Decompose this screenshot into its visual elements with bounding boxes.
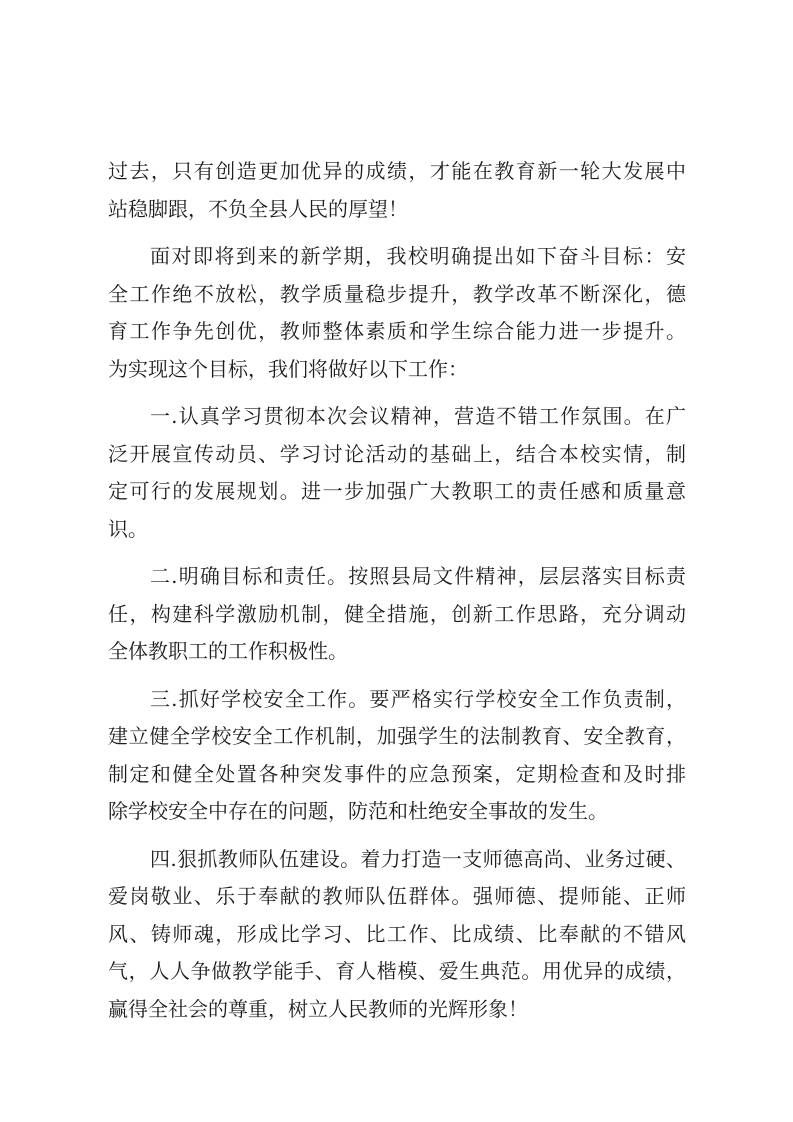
text-line: 赢得全社会的尊重，树立人民教师的光辉形象！ <box>108 996 528 1021</box>
text-line: 风、铸师魂，形成比学习、比工作、比成绩、比奉献的不错风 <box>108 921 686 946</box>
paragraph-goals <box>108 238 686 388</box>
text-line: 一.认真学习贯彻本次会议精神，营造不错工作氛围。在广 <box>150 404 686 428</box>
text-line: 制定和健全处置各种突发事件的应急预案，定期检查和及时排 <box>108 761 686 786</box>
text-line: 建立健全学校安全工作机制，加强学生的法制教育、安全教育， <box>108 724 686 748</box>
text-line: 定可行的发展规划。进一步加强广大教职工的责任感和质量意 <box>108 479 686 503</box>
text-line: 全工作绝不放松，教学质量稳步提升，教学改革不断深化，德 <box>108 281 686 306</box>
paragraph-item-2 <box>108 558 686 671</box>
text-line: 爱岗敬业、乐于奉献的教师队伍群体。强师德、提师能、正师 <box>108 884 686 908</box>
text-line: 泛开展宣传动员、学习讨论活动的基础上，结合本校实情，制 <box>108 441 686 466</box>
text-line: 育工作争先创优，教师整体素质和学生综合能力进一步提升。 <box>108 319 686 343</box>
text-line: 过去，只有创造更加优异的成绩，才能在教育新一轮大发展中 <box>108 159 686 183</box>
text-line: 四.狠抓教师队伍建设。着力打造一支师德高尚、业务过硬、 <box>150 846 686 871</box>
text-line: 站稳脚跟，不负全县人民的厚望！ <box>108 196 408 221</box>
text-line: 全体教职工的工作积极性。 <box>108 639 348 663</box>
text-line: 面对即将到来的新学期，我校明确提出如下奋斗目标：安 <box>150 244 686 268</box>
text-line: 识。 <box>108 516 148 541</box>
text-line: 为实现这个目标，我们将做好以下工作： <box>108 356 468 381</box>
paragraph-item-4 <box>108 841 686 1029</box>
text-line: 三.抓好学校安全工作。要严格实行学校安全工作负责制， <box>150 686 686 711</box>
text-line: 任，构建科学激励机制，健全措施，创新工作思路，充分调动 <box>108 601 686 626</box>
paragraph-item-3 <box>108 681 686 831</box>
paragraph-item-1 <box>108 398 686 548</box>
text-line: 除学校安全中存在的问题，防范和杜绝安全事故的发生。 <box>108 799 608 823</box>
text-line: 二.明确目标和责任。按照县局文件精神，层层落实目标责 <box>150 564 686 588</box>
document-body <box>108 153 686 1038</box>
text-line: 气，人人争做教学能手、育人楷模、爱生典范。用优异的成绩， <box>108 959 686 983</box>
paragraph-continuation <box>108 153 686 228</box>
